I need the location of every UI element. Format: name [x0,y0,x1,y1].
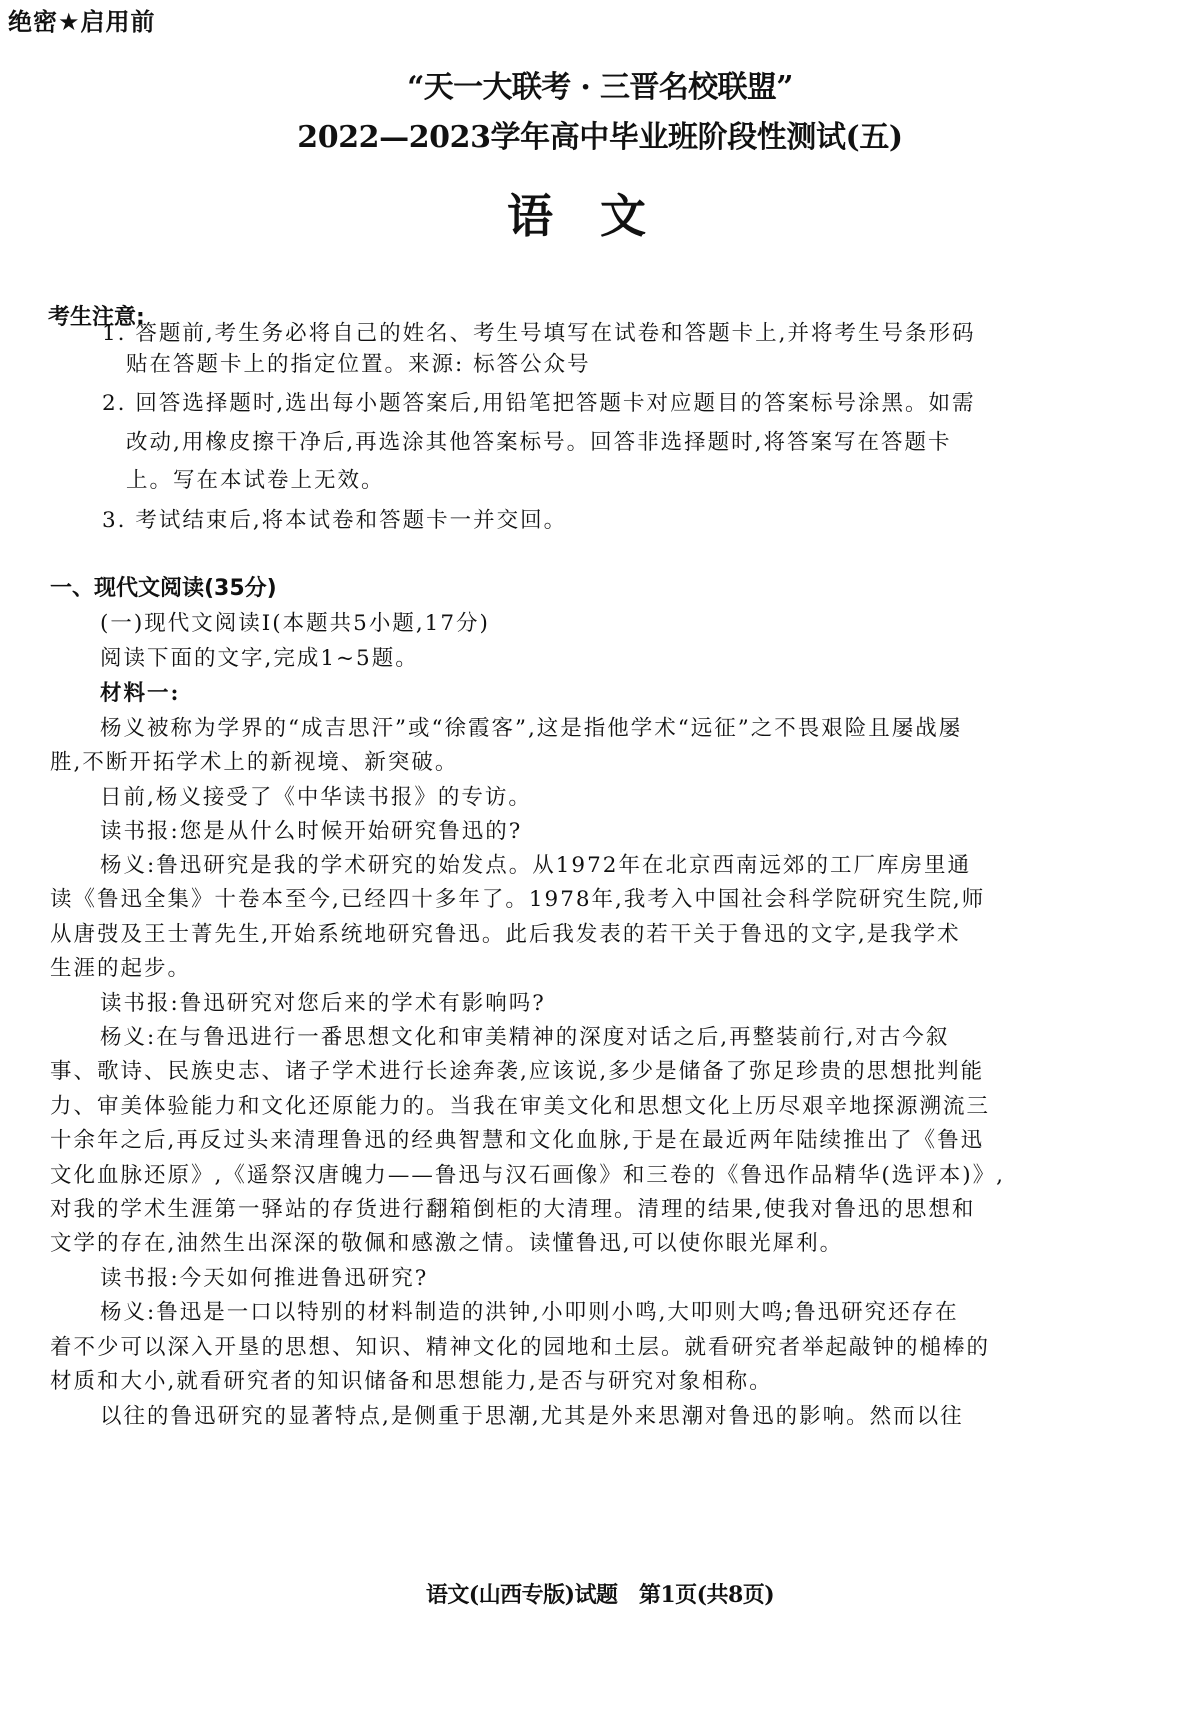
subsection-heading: (一)现代文阅读Ⅰ(本题共5小题,17分) [100,611,490,636]
subject-title: 语文 [507,189,693,243]
material-label: 材料一: [100,681,181,706]
notice-line: 上。写在本试卷上无效。 [126,468,385,493]
passage-line: 生涯的起步。 [50,956,192,981]
passage-line: 对我的学术生涯第一驿站的存货进行翻箱倒柜的大清理。清理的结果,使我对鲁迅的思想和 [50,1197,976,1222]
passage-line: 读书报:您是从什么时候开始研究鲁迅的? [100,819,523,844]
passage-line: 以往的鲁迅研究的显著特点,是侧重于思潮,尤其是外来思潮对鲁迅的影响。然而以往 [100,1404,964,1429]
notice-line: 2. 回答选择题时,选出每小题答案后,用铅笔把答题卡对应题目的答案标号涂黑。如需 [102,391,976,416]
passage-line: 事、歌诗、民族史志、诸子学术进行长途奔袭,应该说,多少是储备了弥足珍贵的思想批判能 [50,1059,985,1084]
reading-instruction: 阅读下面的文字,完成1~5题。 [100,646,419,671]
notice-line: 改动,用橡皮擦干净后,再选涂其他答案标号。回答非选择题时,将答案写在答题卡 [126,430,952,455]
passage-line: 读书报:鲁迅研究对您后来的学术有影响吗? [100,991,546,1016]
notice-line: 1. 答题前,考生务必将自己的姓名、考生号填写在试卷和答题卡上,并将考生号条形码 [102,321,976,346]
section-heading: 一、现代文阅读(35分) [50,576,277,601]
exam-title: 2022—2023学年高中毕业班阶段性测试(五) [297,120,903,155]
passage-line: 日前,杨义接受了《中华读书报》的专访。 [100,785,532,810]
passage-line: 从唐弢及王士菁先生,开始系统地研究鲁迅。此后我发表的若干关于鲁迅的文字,是我学术 [50,922,961,947]
passage-line: 杨义:鲁迅是一口以特别的材料制造的洪钟,小叩则小鸣,大叩则大鸣;鲁迅研究还存在 [100,1300,959,1325]
notice-heading: 考生注意: [48,305,145,330]
confidential-label: 绝密★启用前 [8,8,156,36]
notice-line: 3. 考试结束后,将本试卷和答题卡一并交回。 [102,508,568,533]
passage-line: 杨义被称为学界的“成吉思汗”或“徐霞客”,这是指他学术“远征”之不畏艰险且屡战屡 [100,716,963,741]
passage-line: 胜,不断开拓学术上的新视境、新突破。 [50,750,459,775]
passage-line: 力、审美体验能力和文化还原能力的。当我在审美文化和思想文化上历尽艰辛地探源溯流三 [50,1094,991,1119]
passage-line: 读书报:今天如何推进鲁迅研究? [100,1266,429,1291]
passage-line: 文化血脉还原》,《遥祭汉唐魄力——鲁迅与汉石画像》和三卷的《鲁迅作品精华(选评本)》, [50,1163,1005,1188]
page-footer: 语文(山西专版)试题 第1页(共8页) [425,1582,775,1608]
passage-line: 材质和大小,就看研究者的知识储备和思想能力,是否与研究对象相称。 [50,1369,773,1394]
passage-line: 杨义:鲁迅研究是我的学术研究的始发点。从1972年在北京西南远郊的工厂库房里通 [100,853,971,878]
passage-line: 十余年之后,再反过头来清理鲁迅的经典智慧和文化血脉,于是在最近两年陆续推出了《鲁迅 [50,1128,985,1153]
exam-alliance-title: “天一大联考 · 三晋名校联盟” [407,70,793,105]
notice-line: 贴在答题卡上的指定位置。来源: 标答公众号 [126,352,591,377]
passage-line: 读《鲁迅全集》十卷本至今,已经四十多年了。1978年,我考入中国社会科学院研究生院,师 [50,887,986,912]
passage-line: 着不少可以深入开垦的思想、知识、精神文化的园地和土层。就看研究者举起敲钟的槌棒的 [50,1335,991,1360]
passage-line: 杨义:在与鲁迅进行一番思想文化和审美精神的深度对话之后,再整装前行,对古今叙 [100,1025,950,1050]
passage-line: 文学的存在,油然生出深深的敬佩和感激之情。读懂鲁迅,可以使你眼光犀利。 [50,1231,844,1256]
